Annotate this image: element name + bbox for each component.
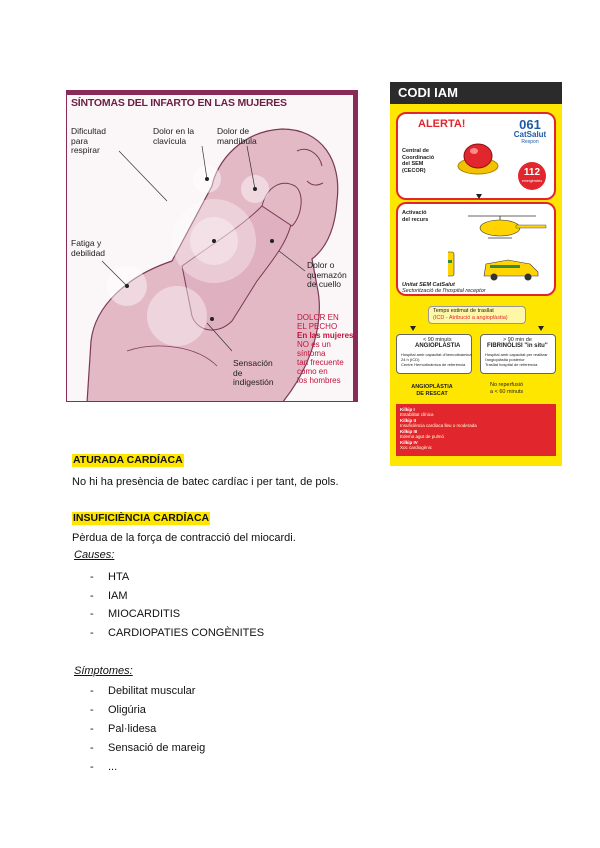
aturada-heading: ATURADA CARDÍACA (73, 454, 183, 466)
flow-arrow-right (538, 326, 544, 331)
simptomes-label: Símptomes: (74, 665, 133, 677)
fibrinolisi-box: > 90 min de FIBRINÒLISI "in situ" Hospital amb capacitat per realitzar l'angioplàstia posterior Trasllat hospital de referència (480, 334, 556, 374)
ambulance-helicopter-icon (448, 206, 554, 286)
label-mandibula: Dolor de mandíbula (217, 126, 257, 146)
flow-arrow-left (410, 326, 416, 331)
unit-sub: Sectorització de l'hospital receptor (402, 288, 486, 294)
label-cuello: Dolor o quemazón de cuello (307, 260, 347, 289)
insuficiencia-heading: INSUFICIÈNCIA CARDÍACA (73, 512, 210, 524)
flow-arrow (476, 194, 482, 199)
central-label: Central de Coordinació del SEM (CECOR) (402, 148, 435, 174)
label-fatiga: Fatiga y debilidad (71, 238, 106, 258)
emergency-112-badge: 112 emergències (518, 162, 546, 190)
rescat-label: ANGIOPLÀSTIA DE RESCAT (411, 384, 453, 397)
no-reperfusio-label: No reperfusió a < 60 minuts (490, 382, 524, 395)
angioplastia-box: < 90 minuts ANGIOPLÀSTIA Hospital amb capacitat d'hemodinàmica 24 h (ICD) Centre Hemodinàmica de referència (396, 334, 472, 374)
alerta-panel (396, 112, 556, 200)
causes-label: Causes: (74, 549, 115, 561)
alarm-button-icon (456, 132, 500, 176)
killip-box: Kilkip I Estabilitat clínica Kilkip II Insuficiència cardíaca lleu o moderada Kilkip III Edema agut de pulmó Kilkip IV Xoc cardiogènic (396, 404, 556, 456)
activacio-label: Activació del recurs (402, 210, 429, 223)
label-pecho: DOLOR EN EL PECHO En las mujeres NO es un síntoma tan frecuente como en los hombres (297, 313, 354, 385)
label-indigestion: Sensación de indigestión (233, 358, 274, 387)
infarto-infographic (66, 90, 358, 402)
infographic-title: SÍNTOMAS DEL INFARTO EN LAS MUJERES (71, 97, 287, 109)
tempo-box: Temps estimat de trasllat (ICD - Atribució a angioplàstia) (428, 306, 526, 324)
codi-iam-title: CODI IAM (390, 82, 562, 104)
insuficiencia-text: Pèrdua de la força de contracció del miocardi. (72, 532, 296, 544)
codi-iam-infographic (390, 82, 562, 466)
activacio-panel (396, 202, 556, 296)
label-dificultad: Dificultad para respirar (71, 126, 106, 155)
catsalut-logo: 061 CatSalut Respon (513, 117, 547, 145)
alerta-text: ALERTA! (418, 118, 466, 130)
label-clavicula: Dolor en la clavícula (153, 126, 195, 146)
unit-note: Unitat SEM CatSalut (402, 282, 455, 288)
aturada-text: No hi ha presència de batec cardíac i per tant, de pols. (72, 476, 339, 488)
